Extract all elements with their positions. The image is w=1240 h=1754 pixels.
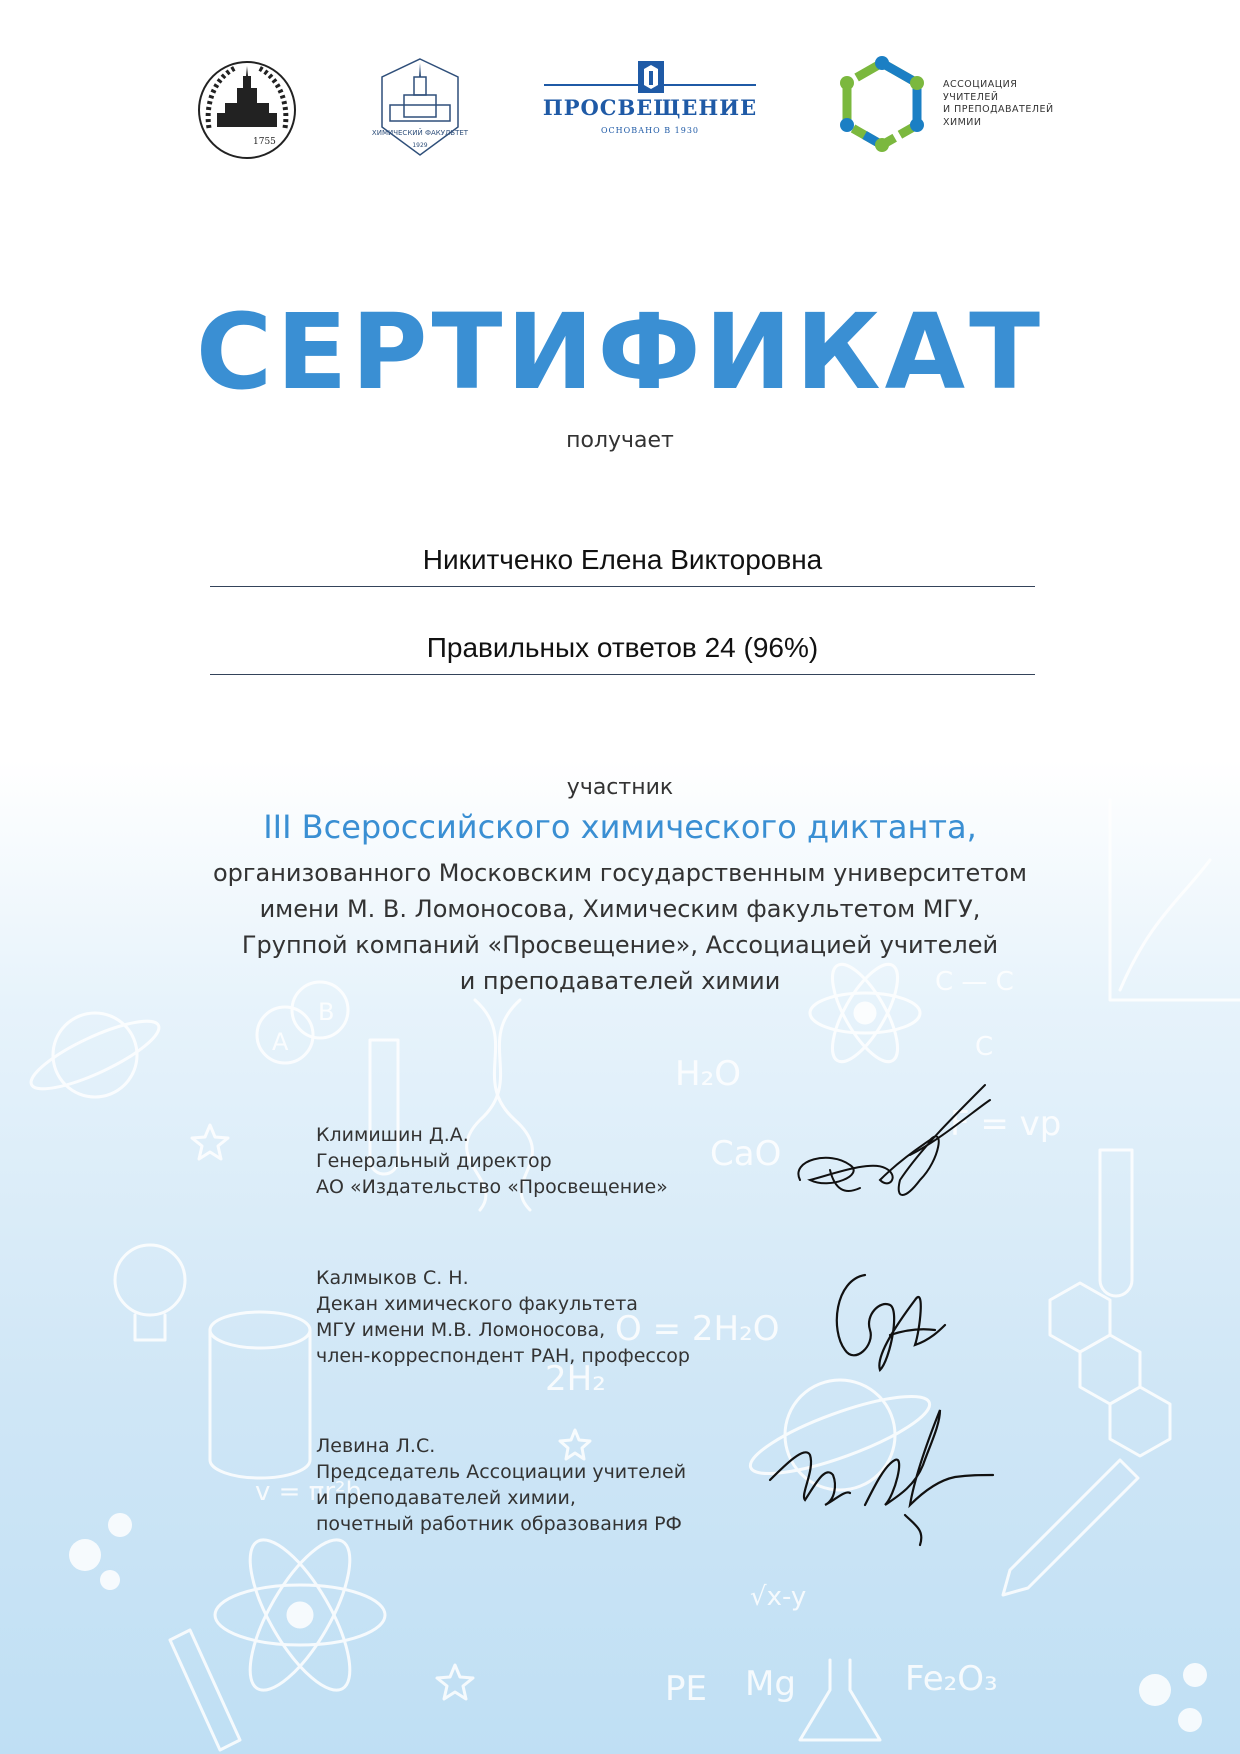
organizers-line: и преподавателей химии [459,967,781,995]
signatory-block-1 [316,1122,668,1200]
signature-kalmykov [820,1260,950,1380]
receives-label: получает [566,428,674,453]
doodle-fvp: F = vp [950,1104,1062,1144]
planet-icon [24,1009,166,1101]
doodle-fe2o3: Fe₂O₃ [905,1659,998,1699]
certificate-title: СЕРТИФИКАТ [195,291,1045,413]
signatory-block-3 [316,1433,686,1537]
prosveshchenie-founded: ОСНОВАНО В 1930 [600,126,700,135]
doodle-volume: v = πr²h [255,1477,362,1507]
doodle-h2o: H₂O [675,1054,741,1094]
signatory-title-line: Председатель Ассоциации учителей [316,1461,687,1483]
doodle-cao: CaO [710,1134,782,1174]
doodle-2h2: 2H₂ [545,1359,606,1399]
signatory-title-line: МГУ имени М.В. Ломоносова, [316,1319,606,1341]
doodle-b: B [318,998,335,1026]
msu-year: 1755 [253,137,276,147]
organizers-line: имени М. В. Ломоносова, Химическим факультетом МГУ, [259,895,981,923]
signatory-title-line: почетный работник образования РФ [316,1513,682,1535]
doodle-sqrt: √x-y [750,1582,807,1612]
signature-levina [765,1405,995,1555]
molecule-rings-icon [1050,1283,1170,1456]
bubbles-icon [69,1513,1207,1732]
doodle-mg: Mg [745,1664,796,1704]
chem-faculty-year: 1929 [412,142,428,149]
doodle-reaction: O = 2H₂O [615,1309,780,1349]
signatory-title-line: АО «Издательство «Просвещение» [316,1176,668,1198]
beaker-icon [210,1312,310,1478]
organizers-line: организованного Московским государственным университетом [212,859,1028,887]
association-line: АССОЦИАЦИЯ [943,79,1018,90]
participant-label: участник [566,775,674,800]
association-line: УЧИТЕЛЕЙ [943,91,999,103]
chem-faculty-text: ХИМИЧЕСКИЙ ФАКУЛЬТЕТ [371,129,469,137]
event-title: III Всероссийского химического диктанта, [263,808,977,846]
association-line: И ПРЕПОДАВАТЕЛЕЙ [943,104,1054,115]
recipient-name: Никитченко Елена Викторовна [210,544,1035,587]
score-line: Правильных ответов 24 (96%) [210,632,1035,675]
organizers-text [0,855,1240,999]
association-text [943,79,1054,129]
signatory-name: Левина Л.С. [316,1435,436,1457]
lightbulb-icon [115,1245,185,1340]
signatory-block-2 [316,1265,690,1369]
signatory-title-line: Декан химического факультета [316,1293,638,1315]
flask-icon [800,1660,880,1740]
test-tube-right-icon [1100,1150,1132,1296]
stars-icon [192,1125,590,1699]
organizers-line: Группой компаний «Просвещение», Ассоциацией учителей [241,931,999,959]
signature-klimishin [790,1080,1010,1220]
pencil-icon [1003,1460,1138,1595]
association-line: ХИМИИ [943,116,982,128]
doodle-c: C [975,1032,994,1062]
test-tube-bottom-icon [170,1630,240,1750]
signatory-name: Климишин Д.А. [316,1124,469,1146]
doodle-a: A [272,1028,289,1056]
doodle-pe: PE [665,1669,707,1709]
atom-large-icon [215,1526,385,1703]
msu-emblem-logo [195,58,300,163]
chem-faculty-logo [370,55,470,165]
logo-row [0,55,1240,165]
signatory-title-line: член-корреспондент РАН, профессор [316,1345,690,1367]
doodle-cc: C — C [935,967,1014,997]
signatory-title-line: Генеральный директор [316,1150,552,1172]
signatory-name: Калмыков С. Н. [316,1267,469,1289]
signatory-title-line: и преподавателей химии, [316,1487,576,1509]
prosveshchenie-name: ПРОСВЕЩЕНИЕ [542,95,758,120]
prosveshchenie-logo [540,57,760,147]
association-logo [835,55,930,155]
